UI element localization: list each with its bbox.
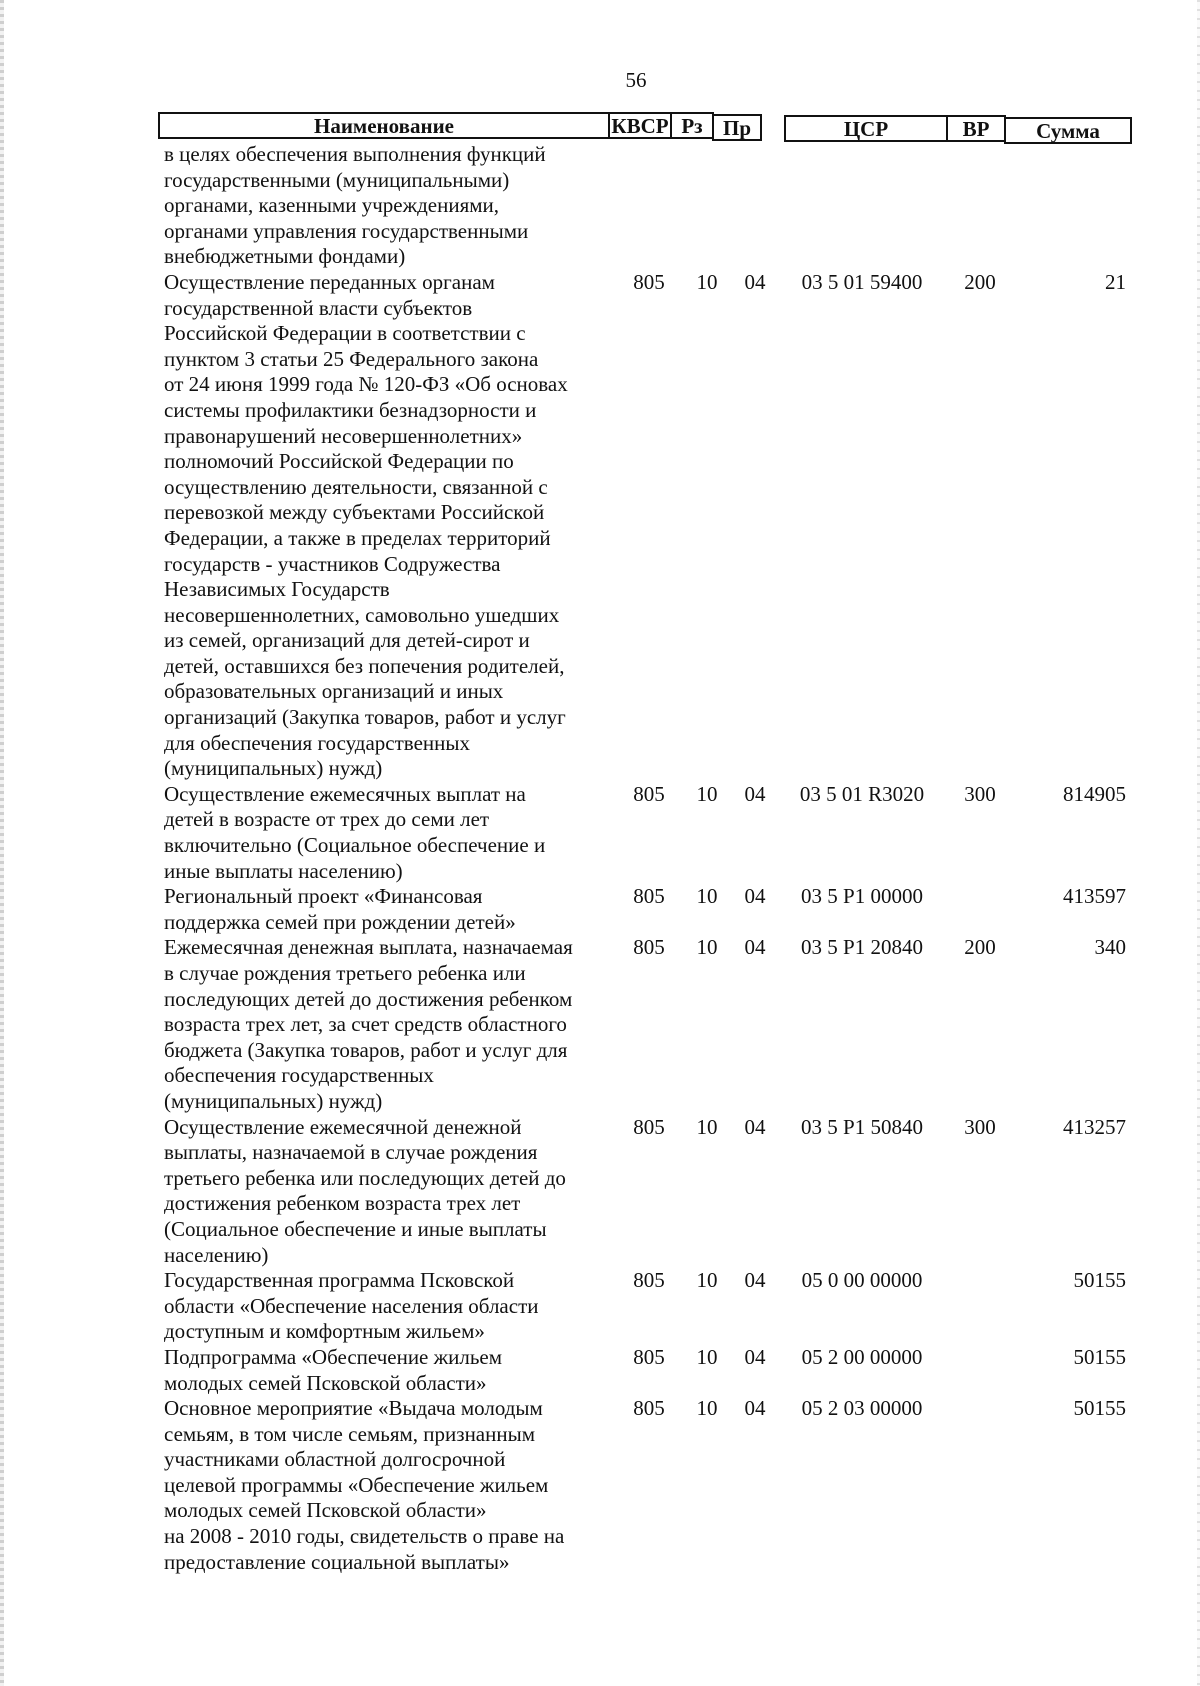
row-pr: 04 xyxy=(744,269,766,294)
row-csr: 03 5 01 59400 xyxy=(801,269,923,294)
row-kvsr: 805 xyxy=(633,1114,665,1139)
row-csr: 05 2 00 00000 xyxy=(801,1344,923,1369)
row-sum: 21 xyxy=(1105,269,1126,294)
header-vr: ВР xyxy=(946,115,1006,142)
row-vr: 200 xyxy=(964,269,996,294)
row-name: Региональный проект «Финансовая поддержка семей при рождении детей» xyxy=(164,884,516,934)
table-row xyxy=(164,270,1124,782)
row-csr: 05 0 00 00000 xyxy=(801,1268,923,1293)
row-kvsr: 805 xyxy=(633,269,665,294)
row-pr: 04 xyxy=(744,1268,766,1293)
row-pr: 04 xyxy=(744,1344,766,1369)
row-name: Подпрограмма «Обеспечение жильем молодых семей Псковской области» xyxy=(164,1344,503,1395)
row-kvsr: 805 xyxy=(633,884,665,909)
row-kvsr: 805 xyxy=(633,1396,665,1421)
row-name: Осуществление переданных органам государственной власти субъектов Российской Федерации в соответствии с пунктом 3 статьи 25 Федерального закона от 24 июня 1999 года № 120-ФЗ «Об основах системы профилактики безнадзорности и правонарушений несовершеннолетних» полномочий Российской Федерации по осуществлению деятельности, связанной с перевозкой между субъектами Российской Федерации, а также в пределах территорий государств - участников Содружества Независимых Государств несовершеннолетних, самовольно ушедших из семей, организаций для детей-сирот и детей, оставшихся без попечения родителей, образовательных организаций и иных организаций (Закупка товаров, работ и услуг для обеспечения государственных (муниципальных) нужд) xyxy=(164,269,568,781)
row-kvsr: 805 xyxy=(633,1268,665,1293)
page-number: 56 xyxy=(625,68,647,92)
table-row xyxy=(164,1345,1124,1396)
table-row xyxy=(164,884,1124,935)
row-csr: 03 5 01 R3020 xyxy=(799,781,925,806)
row-name: Осуществление ежемесячных выплат на детей в возрасте от трех до семи лет включительно (Социальное обеспечение и иные выплаты населению) xyxy=(164,781,546,883)
row-csr: 03 5 P1 00000 xyxy=(801,884,923,909)
table-body xyxy=(164,142,1124,1575)
row-pr: 04 xyxy=(744,1396,766,1421)
table-row xyxy=(164,1396,1124,1575)
row-rz: 10 xyxy=(696,1344,718,1369)
row-sum: 340 xyxy=(1094,935,1126,960)
row-vr: 300 xyxy=(964,1114,996,1139)
row-rz: 10 xyxy=(696,269,718,294)
table-row xyxy=(164,142,1124,270)
row-name: Основное мероприятие «Выдача молодым семьям, в том числе семьям, признанным участниками областной долгосрочной целевой программы «Обеспечение жильем молодых семей Псковской области» на 2008 - 2010 годы, свидетельств о праве на предоставление социальной выплаты» xyxy=(164,1396,565,1574)
row-rz: 10 xyxy=(696,1114,718,1139)
row-sum: 814905 xyxy=(1063,781,1126,806)
row-rz: 10 xyxy=(696,1268,718,1293)
row-vr: 300 xyxy=(964,781,996,806)
row-name: в целях обеспечения выполнения функций государственными (муниципальными) органами, казенными учреждениями, органами управления государственными внебюджетными фондами) xyxy=(164,142,546,269)
scan-edge-left xyxy=(0,0,4,1686)
header-pr: Пр xyxy=(712,114,762,141)
header-kvsr: КВСР xyxy=(608,112,672,139)
row-kvsr: 805 xyxy=(633,935,665,960)
table-row xyxy=(164,1115,1124,1269)
header-csr: ЦСР xyxy=(784,115,948,142)
table-row xyxy=(164,935,1124,1114)
row-rz: 10 xyxy=(696,1396,718,1421)
row-pr: 04 xyxy=(744,935,766,960)
row-rz: 10 xyxy=(696,935,718,960)
row-csr: 03 5 P1 20840 xyxy=(801,935,923,960)
header-rz: Рз xyxy=(670,112,714,139)
row-rz: 10 xyxy=(696,781,718,806)
row-sum: 50155 xyxy=(1073,1396,1126,1421)
row-csr: 03 5 P1 50840 xyxy=(801,1114,923,1139)
row-rz: 10 xyxy=(696,884,718,909)
row-sum: 413597 xyxy=(1063,884,1126,909)
table-row xyxy=(164,1268,1124,1345)
header-sum: Сумма xyxy=(1004,117,1132,144)
row-pr: 04 xyxy=(744,781,766,806)
row-name: Ежемесячная денежная выплата, назначаемая в случае рождения третьего ребенка или последующих детей до достижения ребенком возраста трех лет, за счет средств областного бюджета (Закупка товаров, работ и услуг для обеспечения государственных (муниципальных) нужд) xyxy=(164,935,573,1113)
row-pr: 04 xyxy=(744,884,766,909)
row-sum: 413257 xyxy=(1063,1114,1126,1139)
row-pr: 04 xyxy=(744,1114,766,1139)
row-sum: 50155 xyxy=(1073,1268,1126,1293)
row-vr: 200 xyxy=(964,935,996,960)
row-kvsr: 805 xyxy=(633,781,665,806)
table-row xyxy=(164,782,1124,884)
row-csr: 05 2 03 00000 xyxy=(801,1396,923,1421)
row-sum: 50155 xyxy=(1073,1344,1126,1369)
row-kvsr: 805 xyxy=(633,1344,665,1369)
header-name: Наименование xyxy=(158,112,610,139)
row-name: Осуществление ежемесячной денежной выплаты, назначаемой в случае рождения третьего ребенка или последующих детей до достижения ребенком возраста трех лет (Социальное обеспечение и иные выплаты населению) xyxy=(164,1114,566,1267)
row-name: Государственная программа Псковской области «Обеспечение населения области доступным и комфортным жильем» xyxy=(164,1268,539,1344)
